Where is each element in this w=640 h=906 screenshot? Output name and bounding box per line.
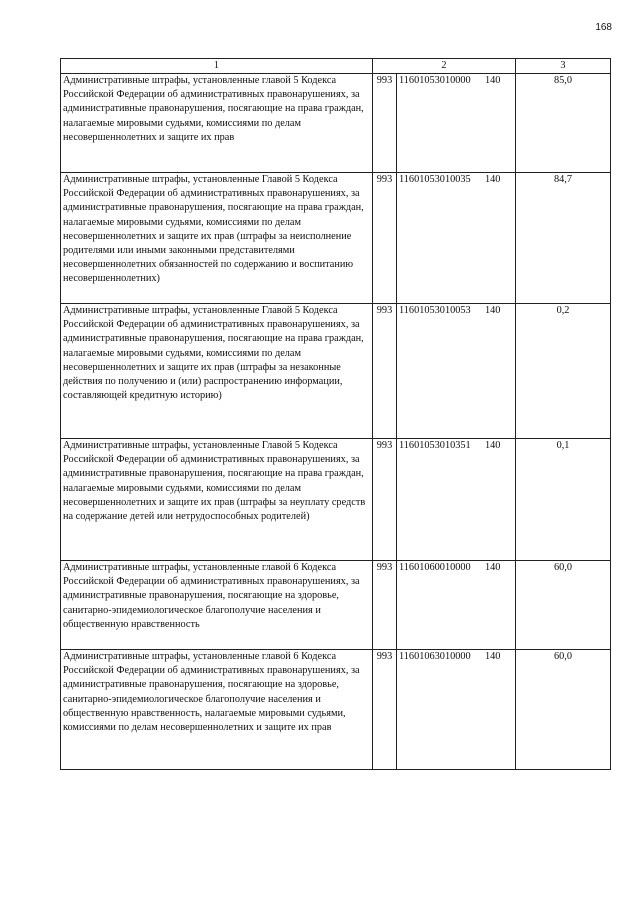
row-budget-code: 11601053010000 [399,75,471,86]
table-row [61,561,611,650]
header-col-2: 2 [373,59,516,74]
row-description: Административные штрафы, установленные главой 6 Кодекса Российской Федерации об административных правонарушениях, за административные правонарушения, посягающие на здоровье, санитарно-эпидемиологическое благополучие населения и общественную нравственность [61,561,373,650]
row-amount: 0,1 [516,439,611,561]
row-amount: 60,0 [516,650,611,770]
header-col-3: 3 [516,59,611,74]
row-amount: 85,0 [516,74,611,173]
row-admin-code: 993 [373,439,397,561]
row-amount: 0,2 [516,304,611,439]
revenue-table [60,58,611,770]
header-row [61,59,611,74]
row-budget-code: 11601053010053 [399,305,471,316]
header-col-1: 1 [61,59,373,74]
row-description: Административные штрафы, установленные Главой 5 Кодекса Российской Федерации об административных правонарушениях, за административные правонарушения, посягающие на права граждан, налагаемые мировыми судьями, комиссиями по делам несовершеннолетних и защите их прав (штрафы за незаконные действия по получению и (или) распространению информации, составляющей кредитную историю) [61,304,373,439]
row-revenue-kind: 140 [485,651,501,662]
table-row [61,173,611,304]
row-description: Административные штрафы, установленные Главой 5 Кодекса Российской Федерации об административных правонарушениях, за административные правонарушения, посягающие на права граждан, налагаемые мировыми судьями, комиссиями по делам несовершеннолетних и защите их прав (штрафы за неуплату средств на содержание детей или нетрудоспособных родителей) [61,439,373,561]
row-budget-code: 11601053010351 [399,440,471,451]
row-amount: 60,0 [516,561,611,650]
table-row [61,74,611,173]
page-number: 168 [595,22,612,33]
row-description: Административные штрафы, установленные главой 5 Кодекса Российской Федерации об административных правонарушениях, за административные правонарушения, посягающие на права граждан, налагаемые мировыми судьями, комиссиями по делам несовершеннолетних и защите их прав [61,74,373,173]
row-revenue-kind: 140 [485,174,501,185]
row-revenue-kind: 140 [485,305,501,316]
row-admin-code: 993 [373,650,397,770]
row-admin-code: 993 [373,304,397,439]
table-row [61,439,611,561]
row-description: Административные штрафы, установленные главой 6 Кодекса Российской Федерации об административных правонарушениях, за административные правонарушения, посягающие на здоровье, санитарно-эпидемиологическое благополучие населения и общественную нравственность, налагаемые мировыми судьями, комиссиями по делам несовершеннолетних и защите их прав [61,650,373,770]
row-admin-code: 993 [373,173,397,304]
row-revenue-kind: 140 [485,440,501,451]
row-budget-code: 11601053010035 [399,174,471,185]
row-description: Административные штрафы, установленные Главой 5 Кодекса Российской Федерации об административных правонарушениях, за административные правонарушения, посягающие на права граждан, налагаемые мировыми судьями, комиссиями по делам несовершеннолетних и защите их прав (штрафы за неисполнение родителями или иными законными представителями несовершеннолетних обязанностей по содержанию и воспитанию несовершеннолетних) [61,173,373,304]
table-row [61,304,611,439]
row-admin-code: 993 [373,561,397,650]
row-budget-code: 11601063010000 [399,651,471,662]
row-revenue-kind: 140 [485,562,501,573]
row-revenue-kind: 140 [485,75,501,86]
table-row [61,650,611,770]
row-amount: 84,7 [516,173,611,304]
row-budget-code: 11601060010000 [399,562,471,573]
row-admin-code: 993 [373,74,397,173]
